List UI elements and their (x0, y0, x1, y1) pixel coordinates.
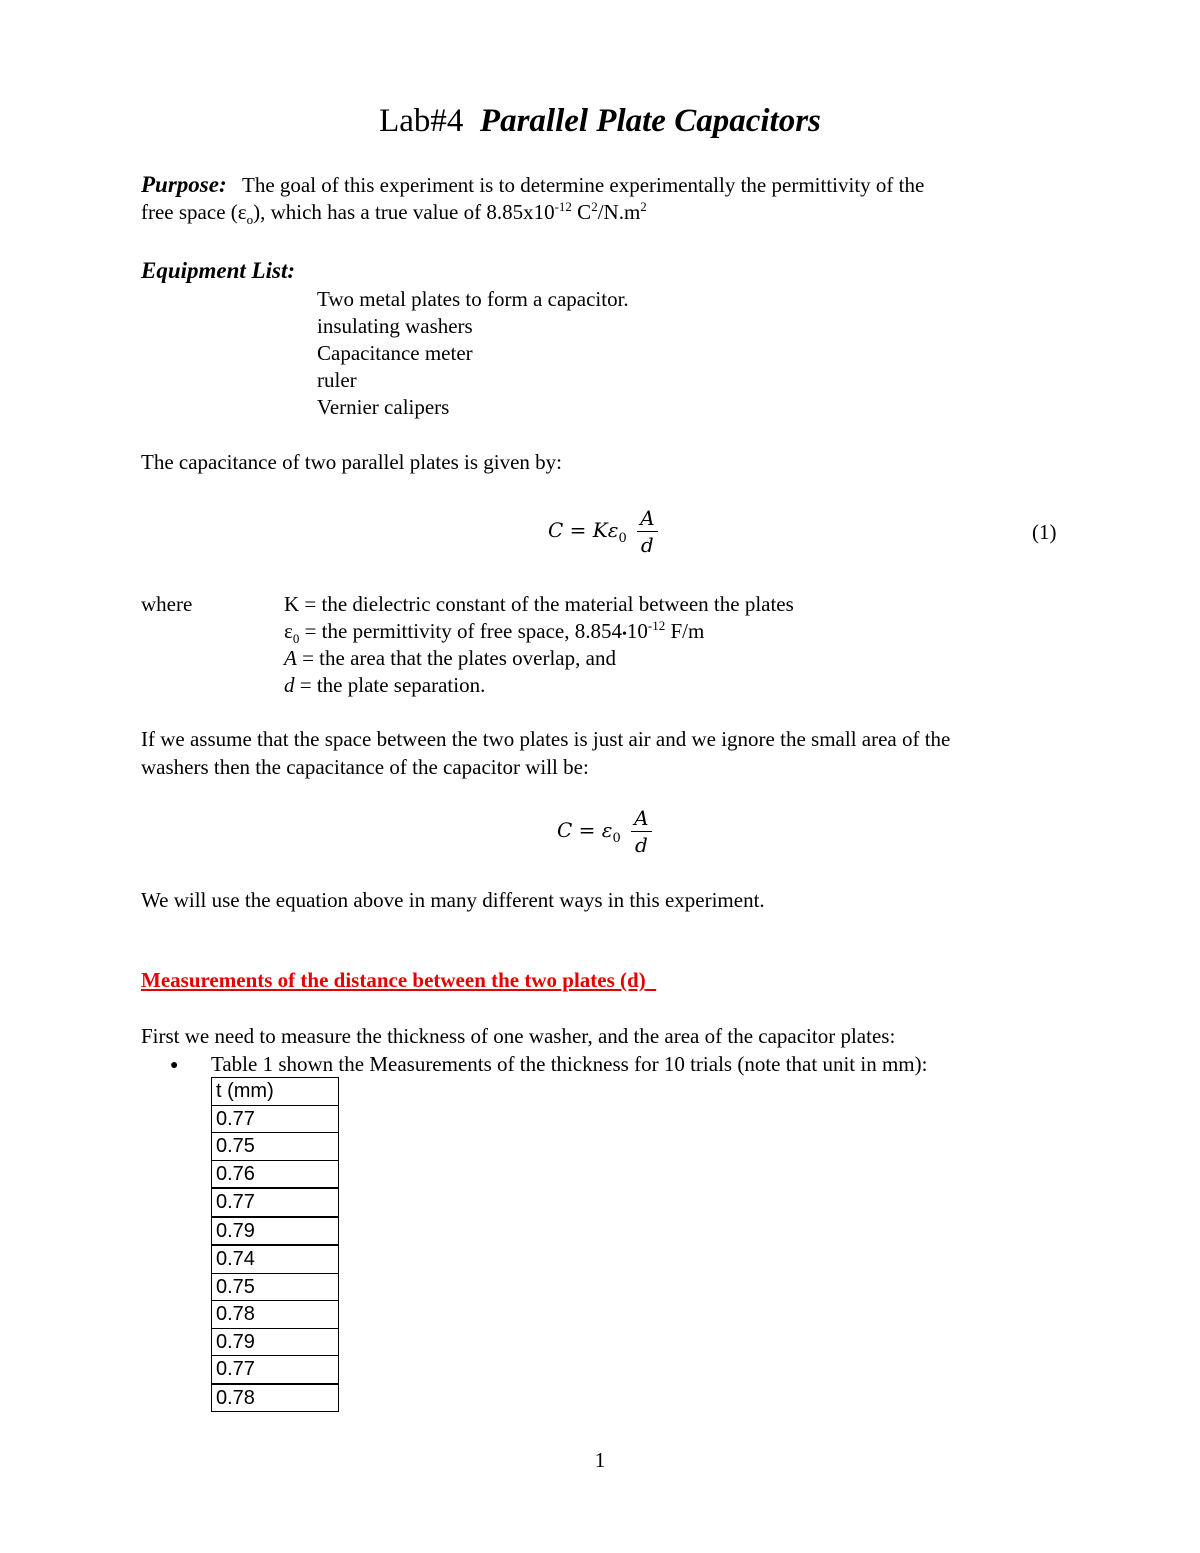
assumption-line2: washers then the capacitance of the capacitor will be: (141, 755, 589, 779)
table-row (212, 1188, 339, 1217)
table-cell: 0.75 (212, 1273, 339, 1301)
equipment-item: ruler (317, 368, 357, 392)
use-note: We will use the equation above in many different ways in this experiment. (141, 888, 765, 912)
separation-definition: d = the plate separation. (284, 673, 486, 697)
table-cell: 0.78 (212, 1384, 339, 1412)
area-definition: A = the area that the plates overlap, and (284, 646, 616, 670)
fraction: $\frac{A}{d}$ (637, 505, 657, 558)
table-cell: 0.79 (212, 1217, 339, 1246)
purpose-label: Purpose: (141, 172, 227, 197)
equation-2: $C = \varepsilon_0$ $\frac{A}{d}$ (557, 805, 652, 858)
equation-1: $C = K\varepsilon_0$ $\frac{A}{d}$ (548, 505, 658, 558)
table-header-row (212, 1078, 339, 1106)
thickness-table (211, 1077, 339, 1412)
bullet-text: Table 1 shown the Measurements of the thickness for 10 trials (note that unit in mm): (211, 1052, 928, 1076)
table-cell: 0.76 (212, 1160, 339, 1188)
bullet-icon: ● (170, 1058, 179, 1073)
table-row (212, 1105, 339, 1133)
table-row (212, 1328, 339, 1356)
equipment-item: insulating washers (317, 314, 473, 338)
table-row (212, 1160, 339, 1188)
table-cell: 0.79 (212, 1328, 339, 1356)
epsilon-definition: $\varepsilon_0$ = the permittivity of free space, $8.854•10^{-12}$ F/m (284, 618, 705, 647)
page-number: 1 (594, 1448, 606, 1472)
k-definition: K = the dielectric constant of the material between the plates (284, 592, 794, 616)
where-label: where (141, 592, 193, 616)
equipment-label: Equipment List: (141, 258, 295, 283)
table-cell: 0.77 (212, 1356, 339, 1384)
equipment-item: Vernier calipers (317, 395, 450, 419)
table-row (212, 1356, 339, 1384)
first-measure: First we need to measure the thickness of one washer, and the area of the capacitor plates: (141, 1024, 896, 1048)
table-row (212, 1384, 339, 1412)
table-row (212, 1273, 339, 1301)
page-title (0, 100, 1200, 142)
capacitance-intro: The capacitance of two parallel plates is given by: (141, 450, 562, 474)
purpose-text1: The goal of this experiment is to determine experimentally the permittivity of the (242, 173, 925, 197)
purpose-line2: free space $(\varepsilon_o)$, which has a true value of $8.85x10^{-12}$ $C^2/N.m^2$ (141, 199, 647, 228)
title-prefix: Lab#4 (379, 103, 464, 139)
title-main: Parallel Plate Capacitors (479, 103, 821, 139)
table-cell: 0.75 (212, 1133, 339, 1161)
equipment-item: Two metal plates to form a capacitor. (317, 287, 629, 311)
fraction: $\frac{A}{d}$ (631, 805, 651, 858)
assumption-line1: If we assume that the space between the two plates is just air and we ignore the small area of the (141, 727, 951, 751)
table-cell: 0.74 (212, 1245, 339, 1273)
table-cell: 0.77 (212, 1105, 339, 1133)
table-row (212, 1217, 339, 1246)
equipment-item: Capacitance meter (317, 341, 473, 365)
table-cell: 0.77 (212, 1188, 339, 1217)
table-row (212, 1133, 339, 1161)
table-header: t (mm) (212, 1078, 339, 1106)
purpose-line1 (141, 171, 924, 199)
equation-number: (1) (1032, 520, 1057, 544)
section-heading: Measurements of the distance between the two plates (d) (141, 968, 646, 992)
table-row (212, 1245, 339, 1273)
table-cell: 0.78 (212, 1301, 339, 1329)
table-row (212, 1301, 339, 1329)
